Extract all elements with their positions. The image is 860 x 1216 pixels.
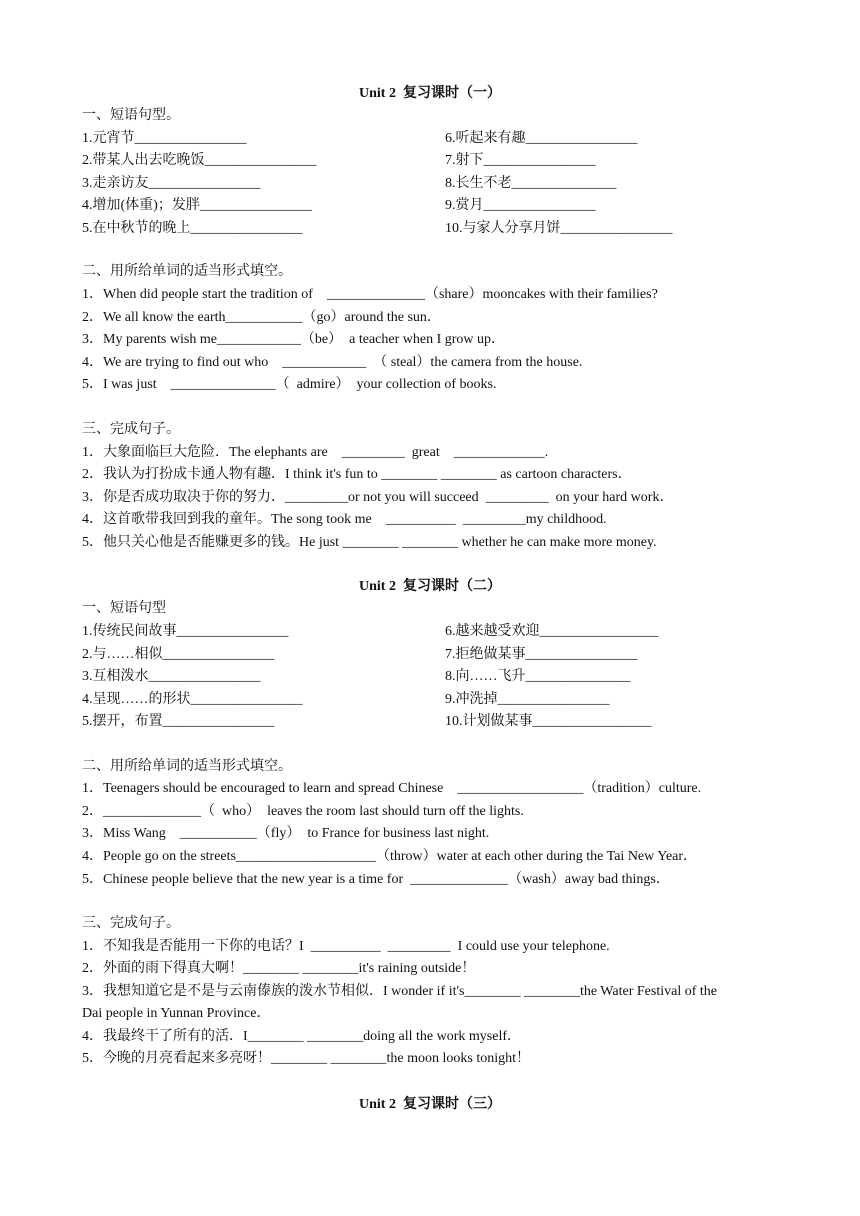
complete-item: 5．今晚的月亮看起来多亮呀！________ ________the moon looks tonight！ — [82, 1051, 530, 1066]
phrase-item: 10.计划做某事_________________ — [445, 714, 652, 729]
complete-item: 3．你是否成功取决于你的努力．_________or not you will succeed _________ on your hard work． — [82, 490, 674, 505]
complete-item: 1．不知我是否能用一下你的电话？I __________ _________ I could use your telephone. — [82, 939, 610, 954]
phrase-item: 5.摆开，布置________________ — [82, 714, 275, 729]
fill-blank-item: 3．Miss Wang ___________（fly） to France for business last night. — [82, 826, 490, 841]
fill-blank-item: 2．______________（ who） leaves the room last should turn off the lights. — [82, 804, 524, 819]
section-title-3: Unit 2 复习课时（三） — [359, 1097, 501, 1112]
phrase-item: 8.长生不老_______________ — [445, 176, 617, 191]
complete-item: 1．大象面临巨大危险．The elephants are _________ great _____________. — [82, 445, 549, 460]
heading-fill-blank-1: 二、用所给单词的适当形式填空。 — [82, 264, 292, 279]
phrase-item: 3.走亲访友________________ — [82, 176, 261, 191]
fill-blank-item: 4．We are trying to find out who ____________ （ steal）the camera from the house. — [82, 355, 583, 370]
phrase-item: 7.拒绝做某事________________ — [445, 647, 638, 662]
phrase-item: 6.听起来有趣________________ — [445, 131, 638, 146]
phrase-item: 5.在中秋节的晚上________________ — [82, 221, 303, 236]
phrase-item: 4.增加(体重)；发胖________________ — [82, 198, 312, 213]
fill-blank-item: 5．Chinese people believe that the new year is a time for ______________（wash）away bad things． — [82, 872, 670, 887]
complete-item: 3．我想知道它是不是与云南傣族的泼水节相似．I wonder if it's________ ________the Water Festival of the — [82, 984, 717, 999]
phrase-item: 7.射下________________ — [445, 153, 596, 168]
complete-item: 2．外面的雨下得真大啊！________ ________it's raining outside！ — [82, 961, 476, 976]
phrase-item: 1.元宵节________________ — [82, 131, 247, 146]
complete-item: 5．他只关心他是否能赚更多的钱。He just ________ ________ whether he can make more money. — [82, 535, 657, 550]
heading-phrases-1: 一、短语句型。 — [82, 108, 180, 123]
complete-item: 4．我最终干了所有的活．I________ ________doing all the work myself． — [82, 1029, 522, 1044]
complete-item-continued: Dai people in Yunnan Province． — [82, 1006, 271, 1021]
fill-blank-item: 4．People go on the streets____________________（throw）water at each other during the Tai New Year． — [82, 849, 698, 864]
phrase-item: 10.与家人分享月饼________________ — [445, 221, 673, 236]
heading-complete-2: 三、完成句子。 — [82, 916, 180, 931]
fill-blank-item: 3．My parents wish me____________（be） a teacher when I grow up． — [82, 332, 506, 347]
phrase-item: 2.带某人出去吃晚饭________________ — [82, 153, 317, 168]
fill-blank-item: 1．Teenagers should be encouraged to learn and spread Chinese __________________（tradition）culture. — [82, 781, 702, 796]
phrase-item: 3.互相泼水________________ — [82, 669, 261, 684]
heading-fill-blank-2: 二、用所给单词的适当形式填空。 — [82, 759, 292, 774]
phrase-item: 6.越来越受欢迎_________________ — [445, 624, 659, 639]
phrase-item: 2.与……相似________________ — [82, 647, 275, 662]
phrase-item: 9.赏月________________ — [445, 198, 596, 213]
fill-blank-item: 2．We all know the earth___________（go）around the sun． — [82, 310, 441, 325]
heading-phrases-2: 一、短语句型 — [82, 601, 166, 616]
phrase-item: 4.呈现……的形状________________ — [82, 692, 303, 707]
section-title-2: Unit 2 复习课时（二） — [359, 579, 501, 594]
fill-blank-item: 5．I was just _______________（ admire） your collection of books. — [82, 377, 497, 392]
heading-complete-1: 三、完成句子。 — [82, 422, 180, 437]
phrase-item: 9.冲洗掉________________ — [445, 692, 610, 707]
fill-blank-item: 1．When did people start the tradition of ______________（share）mooncakes with their families? — [82, 287, 658, 302]
section-title-1: Unit 2 复习课时（一） — [359, 86, 501, 101]
phrase-item: 8.向……飞升_______________ — [445, 669, 631, 684]
complete-item: 4．这首歌带我回到我的童年。The song took me __________ _________my childhood. — [82, 512, 607, 527]
complete-item: 2．我认为打扮成卡通人物有趣．I think it's fun to ________ ________ as cartoon characters． — [82, 467, 632, 482]
phrase-item: 1.传统民间故事________________ — [82, 624, 289, 639]
